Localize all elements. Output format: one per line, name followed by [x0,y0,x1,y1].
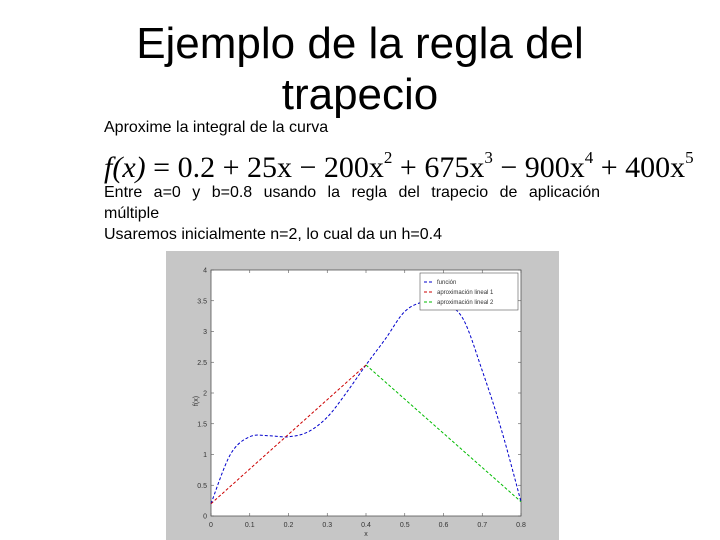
y-tick-label: 2 [203,390,207,398]
y-tick-label: 2.5 [197,359,207,367]
y-tick-label: 3.5 [197,298,207,306]
x-tick-label: 0.8 [516,522,526,529]
formula-term: − 200x [299,151,384,184]
x-tick-label: 0.2 [283,522,294,529]
formula-exponent: 5 [685,148,694,167]
formula-term: + 25x [222,151,292,184]
description-line-1b: múltiple [104,205,160,222]
formula-term: + 675x [399,151,485,184]
y-axis-label: f(x) [193,395,200,407]
x-tick-label: 0.6 [438,522,449,529]
y-tick-label: 1 [203,452,207,459]
formula-exponent: 4 [584,148,594,167]
chart-figure [166,251,559,540]
x-tick-label: 0.5 [399,522,410,529]
y-tick-label: 0.5 [197,482,207,490]
y-tick-label: 4 [203,267,207,275]
x-tick-label: 0 [209,522,213,529]
slide-title: Ejemplo de la regla del trapecio [136,19,584,119]
x-tick-label: 0.1 [244,522,255,529]
x-tick-label: 0.3 [322,522,333,529]
formula-term: 0.2 [177,151,216,184]
intro-text: Aproxime la integral de la curva [104,119,329,136]
chart-svg [166,251,559,540]
formula-term: − 900x [500,151,585,184]
formula-exponent: 3 [484,148,493,167]
x-tick-label: 0.7 [477,522,488,529]
y-tick-label: 1.5 [197,421,207,429]
legend-label: aproximación lineal 1 [437,290,494,296]
description-line-1: Entre a=0 y b=0.8 usando la regla del trapecio de aplicación [104,184,600,201]
x-tick-label: 0.4 [361,522,371,529]
description-line-2: Usaremos inicialmente n=2, lo cual da un h=0.4 [104,226,442,243]
y-tick-label: 3 [203,329,207,336]
formula: $f(x) = 0.2 + 25x - 200x^2 + 675x^3 - 900x^4 + 400x^5$ [104,148,694,184]
formula-lhs: f(x) [104,151,146,184]
y-tick-label: 0 [203,513,207,521]
x-axis-label: x [364,531,368,538]
formula-exponent: 2 [383,148,393,167]
legend-label: función [437,280,457,286]
formula-term: + 400x [600,151,686,184]
legend-label: aproximación lineal 2 [437,300,494,306]
